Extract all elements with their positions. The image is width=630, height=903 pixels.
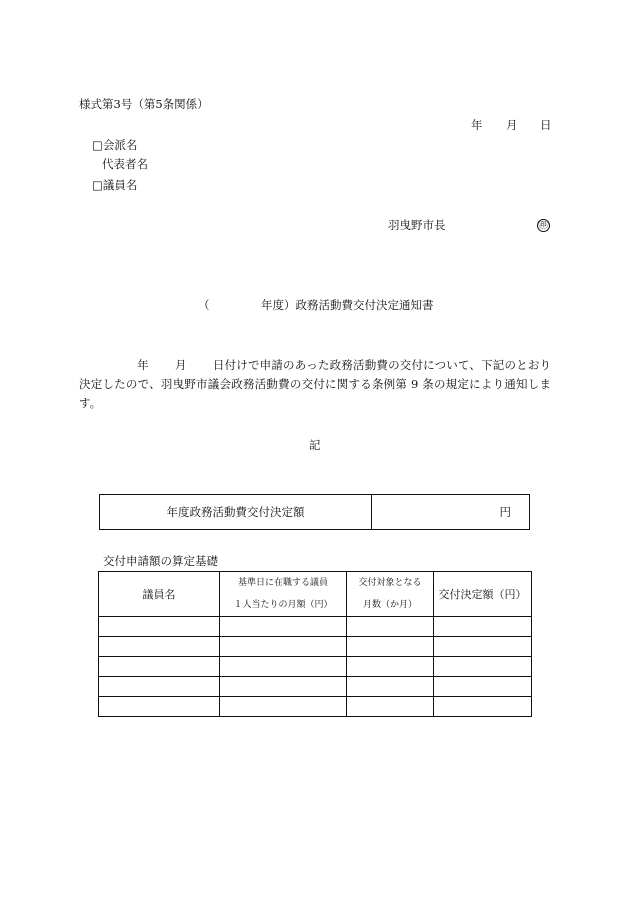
representative-name: 代表者名: [102, 157, 148, 171]
date-day: 日: [540, 118, 552, 132]
basis-header-row: [99, 572, 532, 617]
body-paragraph: [79, 356, 551, 413]
amount-unit: 円: [372, 495, 530, 530]
col-member-name: 議員名: [99, 572, 220, 617]
date-month: 月: [506, 118, 518, 132]
col-monthly-line2: １人当たりの月額（円）: [233, 600, 333, 610]
table-row: [99, 637, 532, 657]
ki-heading: 記: [309, 438, 321, 452]
seal-mark: ㊞: [538, 220, 549, 231]
col-months-line1: 交付対象となる: [358, 578, 422, 588]
amount-box: [99, 494, 530, 530]
table-row: [99, 697, 532, 717]
title-open-paren: （: [198, 298, 210, 312]
issuer-title: 羽曳野市長: [388, 218, 446, 232]
amount-label: 年度政務活動費交付決定額: [100, 495, 372, 530]
body-month: 月: [174, 358, 187, 372]
document-title: 年度）政務活動費交付決定通知書: [261, 298, 434, 312]
date-year: 年: [471, 118, 483, 132]
faction-name: □会派名: [92, 138, 138, 152]
table-row: [99, 617, 532, 637]
col-months-line2: 月数（か月）: [362, 600, 417, 610]
basis-table: [98, 571, 532, 717]
body-year: 年: [137, 358, 149, 372]
member-name: □議員名: [92, 178, 138, 192]
table-row: [99, 677, 532, 697]
col-decided-amount: 交付決定額（円）: [434, 572, 532, 617]
basis-caption: 交付申請額の算定基礎: [103, 554, 218, 568]
col-monthly-line1: 基準日に在職する議員: [237, 578, 328, 588]
form-number: 様式第3号（第5条関係）: [79, 97, 209, 111]
body-text: 日付けで申請のあった政務活動費の交付について、下記のとおり決定したので、羽曳野市議会政務活動費の交付に関する条例第 9 条の規定により通知します。: [79, 358, 552, 410]
col-months: [347, 572, 434, 617]
col-monthly-amount: [220, 572, 347, 617]
table-row: [99, 657, 532, 677]
